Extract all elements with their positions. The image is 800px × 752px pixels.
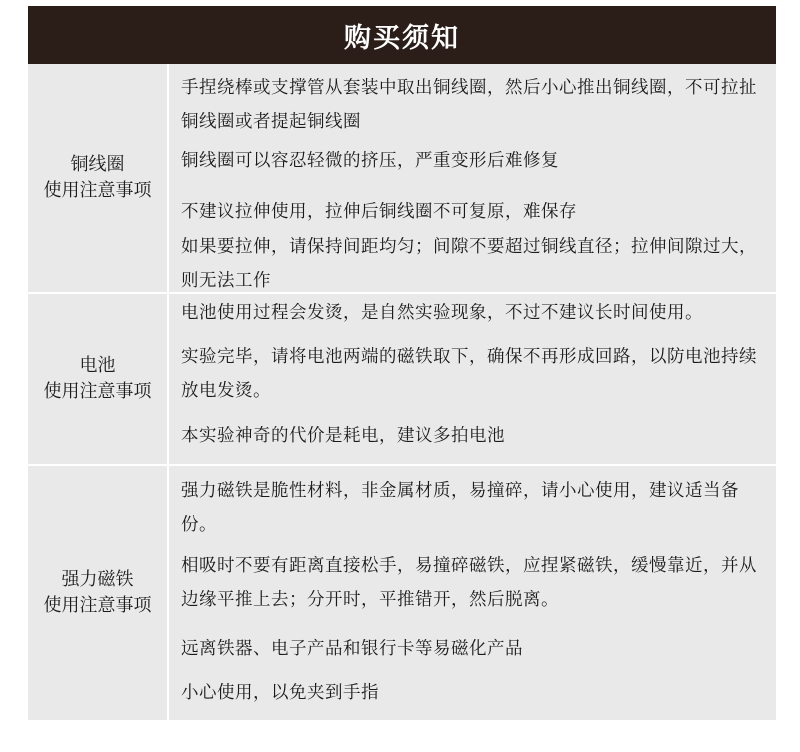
- notice-table: [28, 64, 776, 720]
- section-notes: [169, 64, 776, 292]
- note-item: 远离铁器、电子产品和银行卡等易磁化产品: [181, 639, 523, 659]
- section-label-line2: 使用注意事项: [43, 595, 152, 616]
- note-item: 强力磁铁是脆性材料，非金属材质，易撞碎，请小心使用，建议适当备份。: [181, 481, 739, 535]
- section-label-line1: 电池: [79, 355, 116, 376]
- note-item: 铜线圈可以容忍轻微的挤压，严重变形后难修复: [181, 151, 559, 171]
- note-item: 电池使用过程会发烫，是自然实验现象，不过不建议长时间使用。: [181, 303, 703, 323]
- section-label: [28, 294, 167, 464]
- note-item: 本实验神奇的代价是耗电，建议多拍电池: [181, 426, 505, 446]
- section-battery: [28, 294, 776, 464]
- section-strong-magnet: [28, 466, 776, 720]
- section-label-line2: 使用注意事项: [43, 381, 152, 402]
- notice-header: [28, 6, 776, 64]
- section-label: [28, 64, 167, 292]
- page-title: 购买须知: [344, 22, 460, 54]
- note-item: 手捏绕棒或支撑管从套装中取出铜线圈，然后小心推出铜线圈，不可拉扯铜线圈或者提起铜线圈: [181, 78, 757, 132]
- section-label-line2: 使用注意事项: [43, 180, 152, 201]
- section-label: [28, 466, 167, 720]
- note-item: 相吸时不要有距离直接松手，易撞碎磁铁，应捏紧磁铁，缓慢靠近，并从边缘平推上去；分开时，平推错开，然后脱离。: [181, 556, 757, 610]
- note-item: 不建议拉伸使用，拉伸后铜线圈不可复原，难保存: [181, 202, 577, 222]
- note-item: 小心使用，以免夹到手指: [181, 683, 379, 703]
- section-copper-coil: [28, 64, 776, 292]
- section-notes: [169, 294, 776, 464]
- section-label-line1: 铜线圈: [70, 154, 125, 175]
- section-notes: [169, 466, 776, 720]
- note-item: 如果要拉伸，请保持间距均匀；间隙不要超过铜线直径；拉伸间隙过大，则无法工作: [181, 237, 757, 291]
- section-label-line1: 强力磁铁: [61, 569, 134, 590]
- note-item: 实验完毕，请将电池两端的磁铁取下，确保不再形成回路，以防电池持续放电发烫。: [181, 347, 757, 401]
